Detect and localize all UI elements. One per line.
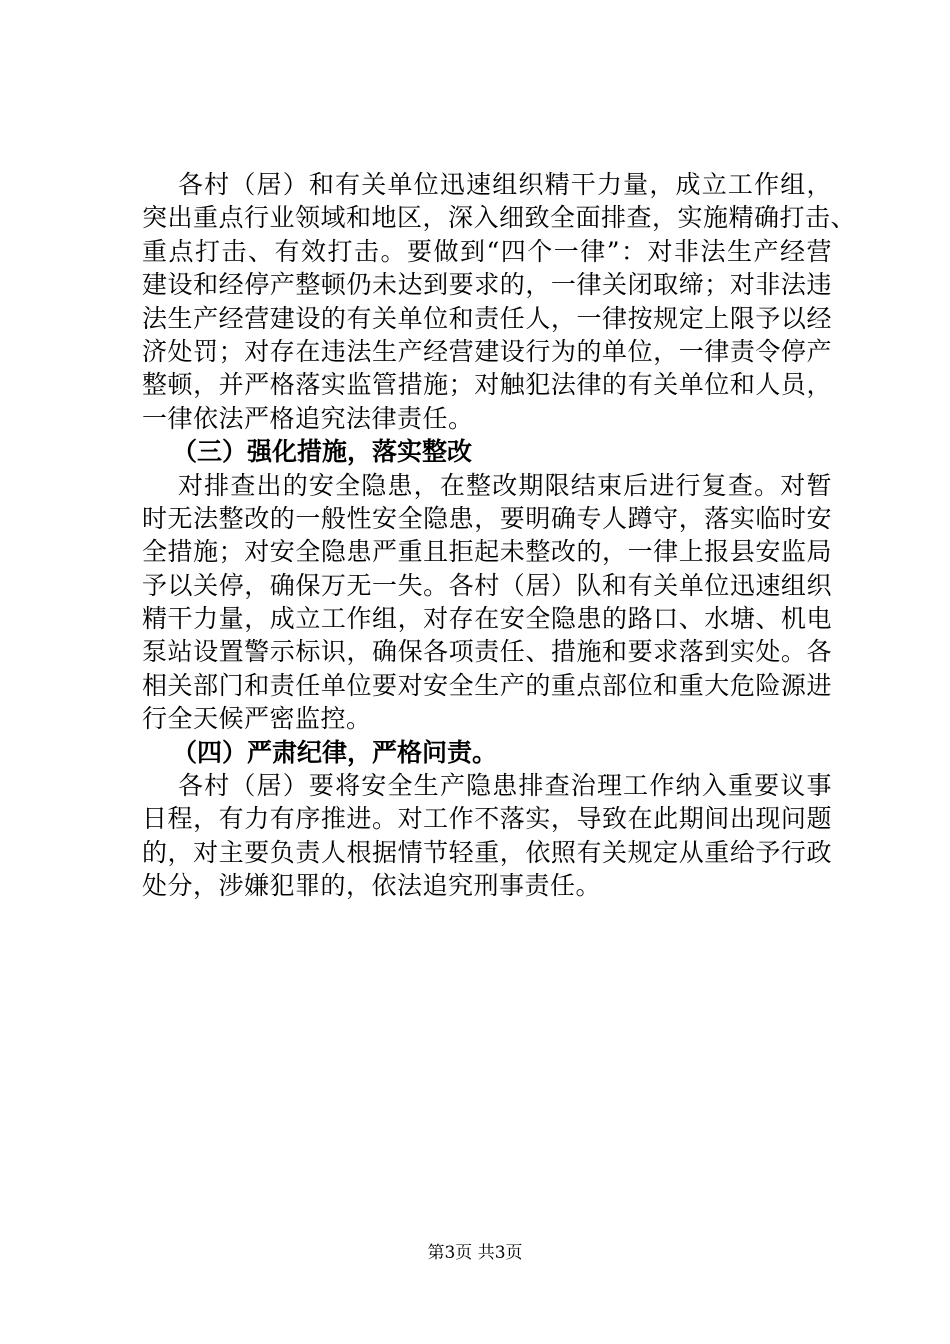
paragraph-2-line-5: 精干力量，成立工作组，对存在安全隐患的路口、水塘、机电: [142, 604, 832, 634]
paragraph-1-line-4: 建设和经停产整顿仍未达到要求的，一律关闭取缔；对非法违: [142, 270, 832, 300]
page-footer: 第3页 共3页: [427, 1243, 523, 1263]
paragraph-3-line-1: 各村（居）要将安全生产隐患排查治理工作纳入重要议事: [178, 771, 832, 801]
paragraph-1-line-1: 各村（居）和有关单位迅速组织精干力量，成立工作组，: [178, 170, 832, 199]
paragraph-2-line-3: 全措施；对安全隐患严重且拒起未整改的，一律上报县安监局: [142, 537, 832, 567]
paragraph-3-line-2: 日程，有力有序推进。对工作不落实，导致在此期间出现问题: [142, 804, 832, 834]
paragraph-3-line-3: 的，对主要负责人根据情节轻重，依照有关规定从重给予行政: [142, 837, 832, 867]
paragraph-2-line-4: 予以关停，确保万无一失。各村（居）队和有关单位迅速组织: [142, 570, 832, 600]
paragraph-1-line-7: 整顿，并严格落实监管措施；对触犯法律的有关单位和人员，: [142, 370, 832, 400]
paragraph-2-line-6: 泵站设置警示标识，确保各项责任、措施和要求落到实处。各: [142, 637, 832, 667]
paragraph-2-line-7: 相关部门和责任单位要对安全生产的重点部位和重大危险源进: [142, 670, 832, 700]
paragraph-1-line-2: 突出重点行业领域和地区，深入细致全面排查，实施精确打击、: [142, 203, 857, 233]
paragraph-1-line-8: 一律依法严格追究法律责任。: [142, 403, 474, 433]
paragraph-1-line-5: 法生产经营建设的有关单位和责任人，一律按规定上限予以经: [142, 303, 832, 333]
section-heading-3: （三）强化措施，落实整改: [172, 437, 473, 467]
paragraph-1-line-6: 济处罚；对存在违法生产经营建设行为的单位，一律责令停产: [142, 336, 832, 366]
paragraph-3-line-4: 处分，涉嫌犯罪的，依法追究刑事责任。: [142, 871, 602, 901]
paragraph-1-line-3: 重点打击、有效打击。要做到“四个一律”：对非法生产经营: [142, 236, 832, 266]
paragraph-2-line-2: 时无法整改的一般性安全隐患，要明确专人蹲守，落实临时安: [142, 503, 832, 533]
paragraph-2-line-8: 行全天候严密监控。: [142, 704, 372, 734]
paragraph-2-line-1: 对排查出的安全隐患，在整改期限结束后进行复查。对暂: [178, 470, 832, 500]
section-heading-4: （四）严肃纪律，严格问责。: [172, 737, 498, 767]
document-body: [142, 168, 857, 903]
